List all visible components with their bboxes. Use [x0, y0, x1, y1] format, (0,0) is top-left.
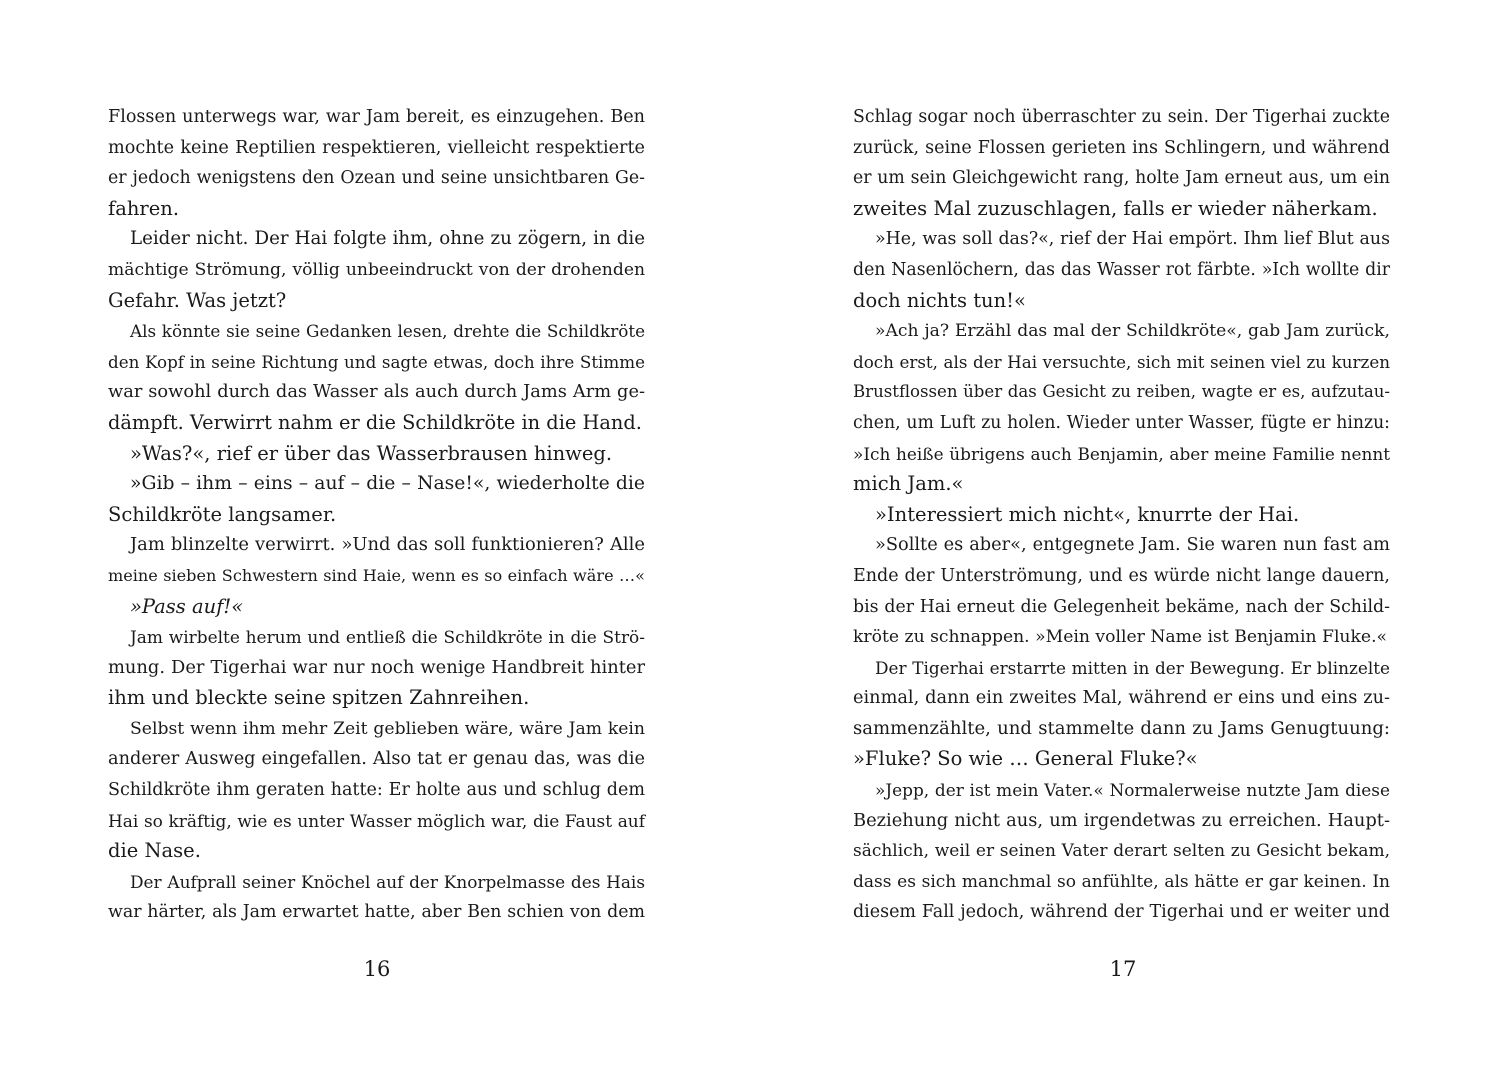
text-line: Der Tigerhai erstarrte mitten in der Bewegung. Er blinzelte [875, 657, 1390, 678]
text-line: »Sollte es aber«, entgegnete Jam. Sie waren nun fast am [875, 535, 1390, 556]
text-line: meine sieben Schwestern sind Haie, wenn es so einfach wäre …« [108, 565, 645, 585]
text-line: anderer Ausweg eingefallen. Also tat er genau das, was die [108, 749, 645, 770]
text-line: mochte keine Reptilien respektieren, vielleicht respektierte [108, 137, 645, 158]
text-line: »Fluke? So wie … General Fluke?« [853, 747, 1198, 771]
text-line: war sowohl durch das Wasser als auch durch Jams Arm ge- [108, 381, 645, 403]
page-number-left: 16 [363, 957, 391, 981]
text-line: die Nase. [108, 839, 201, 863]
text-line: den Nasenlöchern, das das Wasser rot färbte. »Ich wollte dir [853, 259, 1390, 280]
text-line: »Gib – ihm – eins – auf – die – Nase!«, wiederholte die [130, 473, 645, 495]
text-line: »Was?«, rief er über das Wasserbrausen hinweg. [130, 441, 613, 465]
text-line: fahren. [108, 196, 180, 220]
text-line: mächtige Strömung, völlig unbeeindruckt von der drohenden [108, 259, 645, 280]
text-line: war härter, als Jam erwartet hatte, aber Ben schien von dem [108, 902, 645, 923]
text-line: Der Aufprall seiner Knöchel auf der Knorpelmasse des Hais [130, 871, 645, 892]
text-line: »Jepp, der ist mein Vater.« Normalerweise nutzte Jam diese [875, 780, 1390, 801]
text-line: mung. Der Tigerhai war nur noch wenige Handbreit hinter [108, 656, 645, 678]
text-line: ihm und bleckte seine spitzen Zahnreihen. [108, 686, 530, 710]
text-line: Hai so kräftig, wie es unter Wasser möglich war, die Faust auf [108, 810, 645, 831]
page-number-right: 17 [1109, 957, 1137, 981]
text-line: mich Jam.« [853, 472, 964, 496]
text-line: Brustflossen über das Gesicht zu reiben, wagte er es, aufzutau- [853, 382, 1390, 402]
text-line: er jedoch wenigstens den Ozean und seine unsichtbaren Ge- [108, 168, 645, 189]
text-line: Beziehung nicht aus, um irgendetwas zu erreichen. Haupt- [853, 809, 1390, 831]
text-line: zweites Mal zuzuschlagen, falls er wieder näherkam. [853, 196, 1378, 220]
text-line: sammenzählte, und stammelte dann zu Jams Genugtuung: [853, 717, 1390, 739]
text-line: »Ich heiße übrigens auch Benjamin, aber meine Familie nennt [853, 443, 1390, 464]
text-line: dass es sich manchmal so anfühlte, als hätte er gar keinen. In [853, 871, 1390, 892]
text-line: Schlag sogar noch überraschter zu sein. Der Tigerhai zuckte [853, 107, 1390, 127]
text-line: diesem Fall jedoch, während der Tigerhai und er weiter und [853, 902, 1390, 923]
text-line: chen, um Luft zu holen. Wieder unter Wasser, fügte er hinzu: [853, 412, 1390, 433]
text-line: Gefahr. Was jetzt? [108, 288, 287, 312]
text-line: Jam blinzelte verwirrt. »Und das soll funktionieren? Alle [130, 534, 645, 556]
text-line: Leider nicht. Der Hai folgte ihm, ohne zu zögern, in die [130, 228, 645, 250]
text-line: Schildkröte ihm geraten hatte: Er holte aus und schlug dem [108, 780, 645, 801]
text-line: sächlich, weil er seinen Vater derart selten zu Gesicht bekam, [853, 841, 1390, 862]
right-page-text [853, 102, 1390, 928]
text-line: doch nichts tun!« [853, 288, 1026, 312]
text-line: Ende der Unterströmung, und es würde nicht lange dauern, [853, 565, 1390, 586]
text-line: Jam wirbelte herum und entließ die Schildkröte in die Strö- [130, 627, 645, 648]
text-line: bis der Hai erneut die Gelegenheit bekäme, nach der Schild- [853, 596, 1390, 617]
text-line: dämpft. Verwirrt nahm er die Schildkröte in die Hand. [108, 410, 642, 434]
text-line: zurück, seine Flossen gerieten ins Schlingern, und während [853, 137, 1390, 158]
text-line: Als könnte sie seine Gedanken lesen, drehte die Schildkröte [130, 321, 645, 342]
text-line: »He, was soll das?«, rief der Hai empört. Ihm lief Blut aus [875, 229, 1390, 250]
text-line: er um sein Gleichgewicht rang, holte Jam erneut aus, um ein [853, 168, 1390, 189]
text-line: den Kopf in seine Richtung und sagte etwas, doch ihre Stimme [108, 351, 645, 372]
text-line: Schildkröte langsamer. [108, 502, 337, 526]
text-line: »Pass auf!« [130, 594, 244, 618]
text-line: Selbst wenn ihm mehr Zeit geblieben wäre, wäre Jam kein [130, 718, 645, 739]
text-line: einmal, dann ein zweites Mal, während er eins und eins zu- [853, 688, 1390, 709]
text-line: Flossen unterwegs war, war Jam bereit, es einzugehen. Ben [108, 107, 645, 127]
left-page-text [108, 102, 645, 928]
text-line: doch erst, als der Hai versuchte, sich mit seinen viel zu kurzen [853, 351, 1390, 372]
text-line: »Ach ja? Erzähl das mal der Schildkröte«, gab Jam zurück, [875, 321, 1390, 342]
text-line: kröte zu schnappen. »Mein voller Name ist Benjamin Fluke.« [853, 627, 1388, 648]
text-line: »Interessiert mich nicht«, knurrte der Hai. [875, 502, 1300, 526]
